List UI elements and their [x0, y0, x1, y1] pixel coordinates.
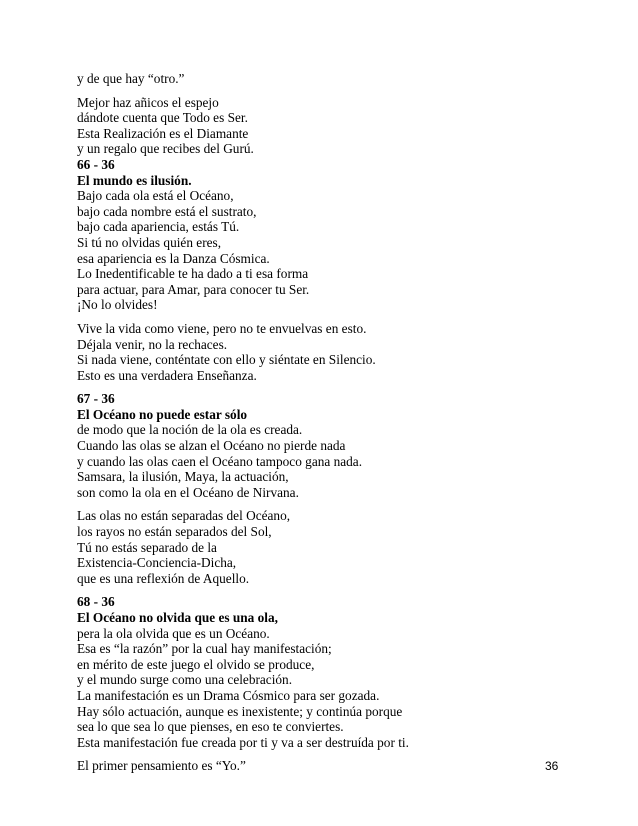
- section-heading-line: 67 - 36: [77, 391, 115, 407]
- paragraph-block: [77, 391, 577, 500]
- text-line: Vive la vida como viene, pero no te envuelvas en esto.: [77, 320, 367, 336]
- text-line: que es una reflexión de Aquello.: [77, 570, 250, 586]
- section-heading-line: 66 - 36: [77, 156, 115, 172]
- text-line: Las olas no están separadas del Océano,: [77, 508, 291, 524]
- paragraph-block: [77, 594, 577, 750]
- text-line: Existencia-Conciencia-Dicha,: [77, 555, 237, 571]
- text-line: La manifestación es un Drama Cósmico para ser gozada.: [77, 687, 380, 703]
- text-line: Si tú no olvidas quién eres,: [77, 234, 222, 250]
- page-body-text: [77, 71, 577, 774]
- section-heading-line: El Océano no puede estar sólo: [77, 406, 248, 422]
- text-line: ¡No lo olvides!: [77, 297, 158, 313]
- text-line: Hay sólo actuación, aunque es inexistente; y continúa porque: [77, 703, 403, 719]
- text-line: Esto es una verdadera Enseñanza.: [77, 367, 257, 383]
- page-number: 36: [545, 759, 559, 773]
- text-line: Esta Realización es el Diamante: [77, 125, 249, 141]
- section-heading-line: El mundo es ilusión.: [77, 172, 192, 188]
- section-heading-line: El Océano no olvida que es una ola,: [77, 610, 278, 625]
- paragraph-block: [77, 508, 577, 586]
- paragraph-block: [77, 71, 577, 87]
- text-line: Si nada viene, conténtate con ello y siéntate en Silencio.: [77, 352, 376, 368]
- text-line: bajo cada apariencia, estás Tú.: [77, 219, 240, 235]
- text-line: para actuar, para Amar, para conocer tu Ser.: [77, 281, 310, 297]
- text-line: El primer pensamiento es “Yo.”: [77, 758, 246, 774]
- text-line: bajo cada nombre está el sustrato,: [77, 203, 257, 219]
- paragraph-block: [77, 758, 577, 774]
- text-line: Déjala venir, no la rechaces.: [77, 336, 228, 352]
- text-line: dándote cuenta que Todo es Ser.: [77, 110, 248, 126]
- text-line: Bajo cada ola está el Océano,: [77, 188, 234, 204]
- paragraph-block: [77, 321, 577, 383]
- section-heading-line: 68 - 36: [77, 594, 115, 610]
- text-line: Tú no estás separado de la: [77, 539, 217, 555]
- text-line: y de que hay “otro.”: [77, 71, 185, 86]
- text-line: sea lo que sea lo que pienses, en eso te conviertes.: [77, 719, 344, 735]
- text-line: y el mundo surge como una celebración.: [77, 672, 293, 688]
- text-line: son como la ola en el Océano de Nirvana.: [77, 484, 299, 500]
- text-line: los rayos no están separados del Sol,: [77, 524, 272, 540]
- text-line: Mejor haz añicos el espejo: [77, 94, 219, 110]
- text-line: en mérito de este juego el olvido se produce,: [77, 656, 315, 672]
- text-line: Lo Inedentificable te ha dado a ti esa forma: [77, 266, 309, 282]
- text-line: esa apariencia es la Danza Cósmica.: [77, 250, 270, 266]
- text-line: pera la ola olvida que es un Océano.: [77, 625, 270, 641]
- text-line: de modo que la noción de la ola es creada.: [77, 422, 303, 438]
- text-line: y un regalo que recibes del Gurú.: [77, 141, 254, 157]
- text-line: y cuando las olas caen el Océano tampoco gana nada.: [77, 453, 363, 469]
- paragraph-block: [77, 95, 577, 313]
- text-line: Esa es “la razón” por la cual hay manifestación;: [77, 641, 332, 657]
- text-line: Samsara, la ilusión, Maya, la actuación,: [77, 469, 289, 485]
- text-line: Cuando las olas se alzan el Océano no pierde nada: [77, 438, 346, 454]
- text-line: Esta manifestación fue creada por ti y va a ser destruída por ti.: [77, 734, 409, 750]
